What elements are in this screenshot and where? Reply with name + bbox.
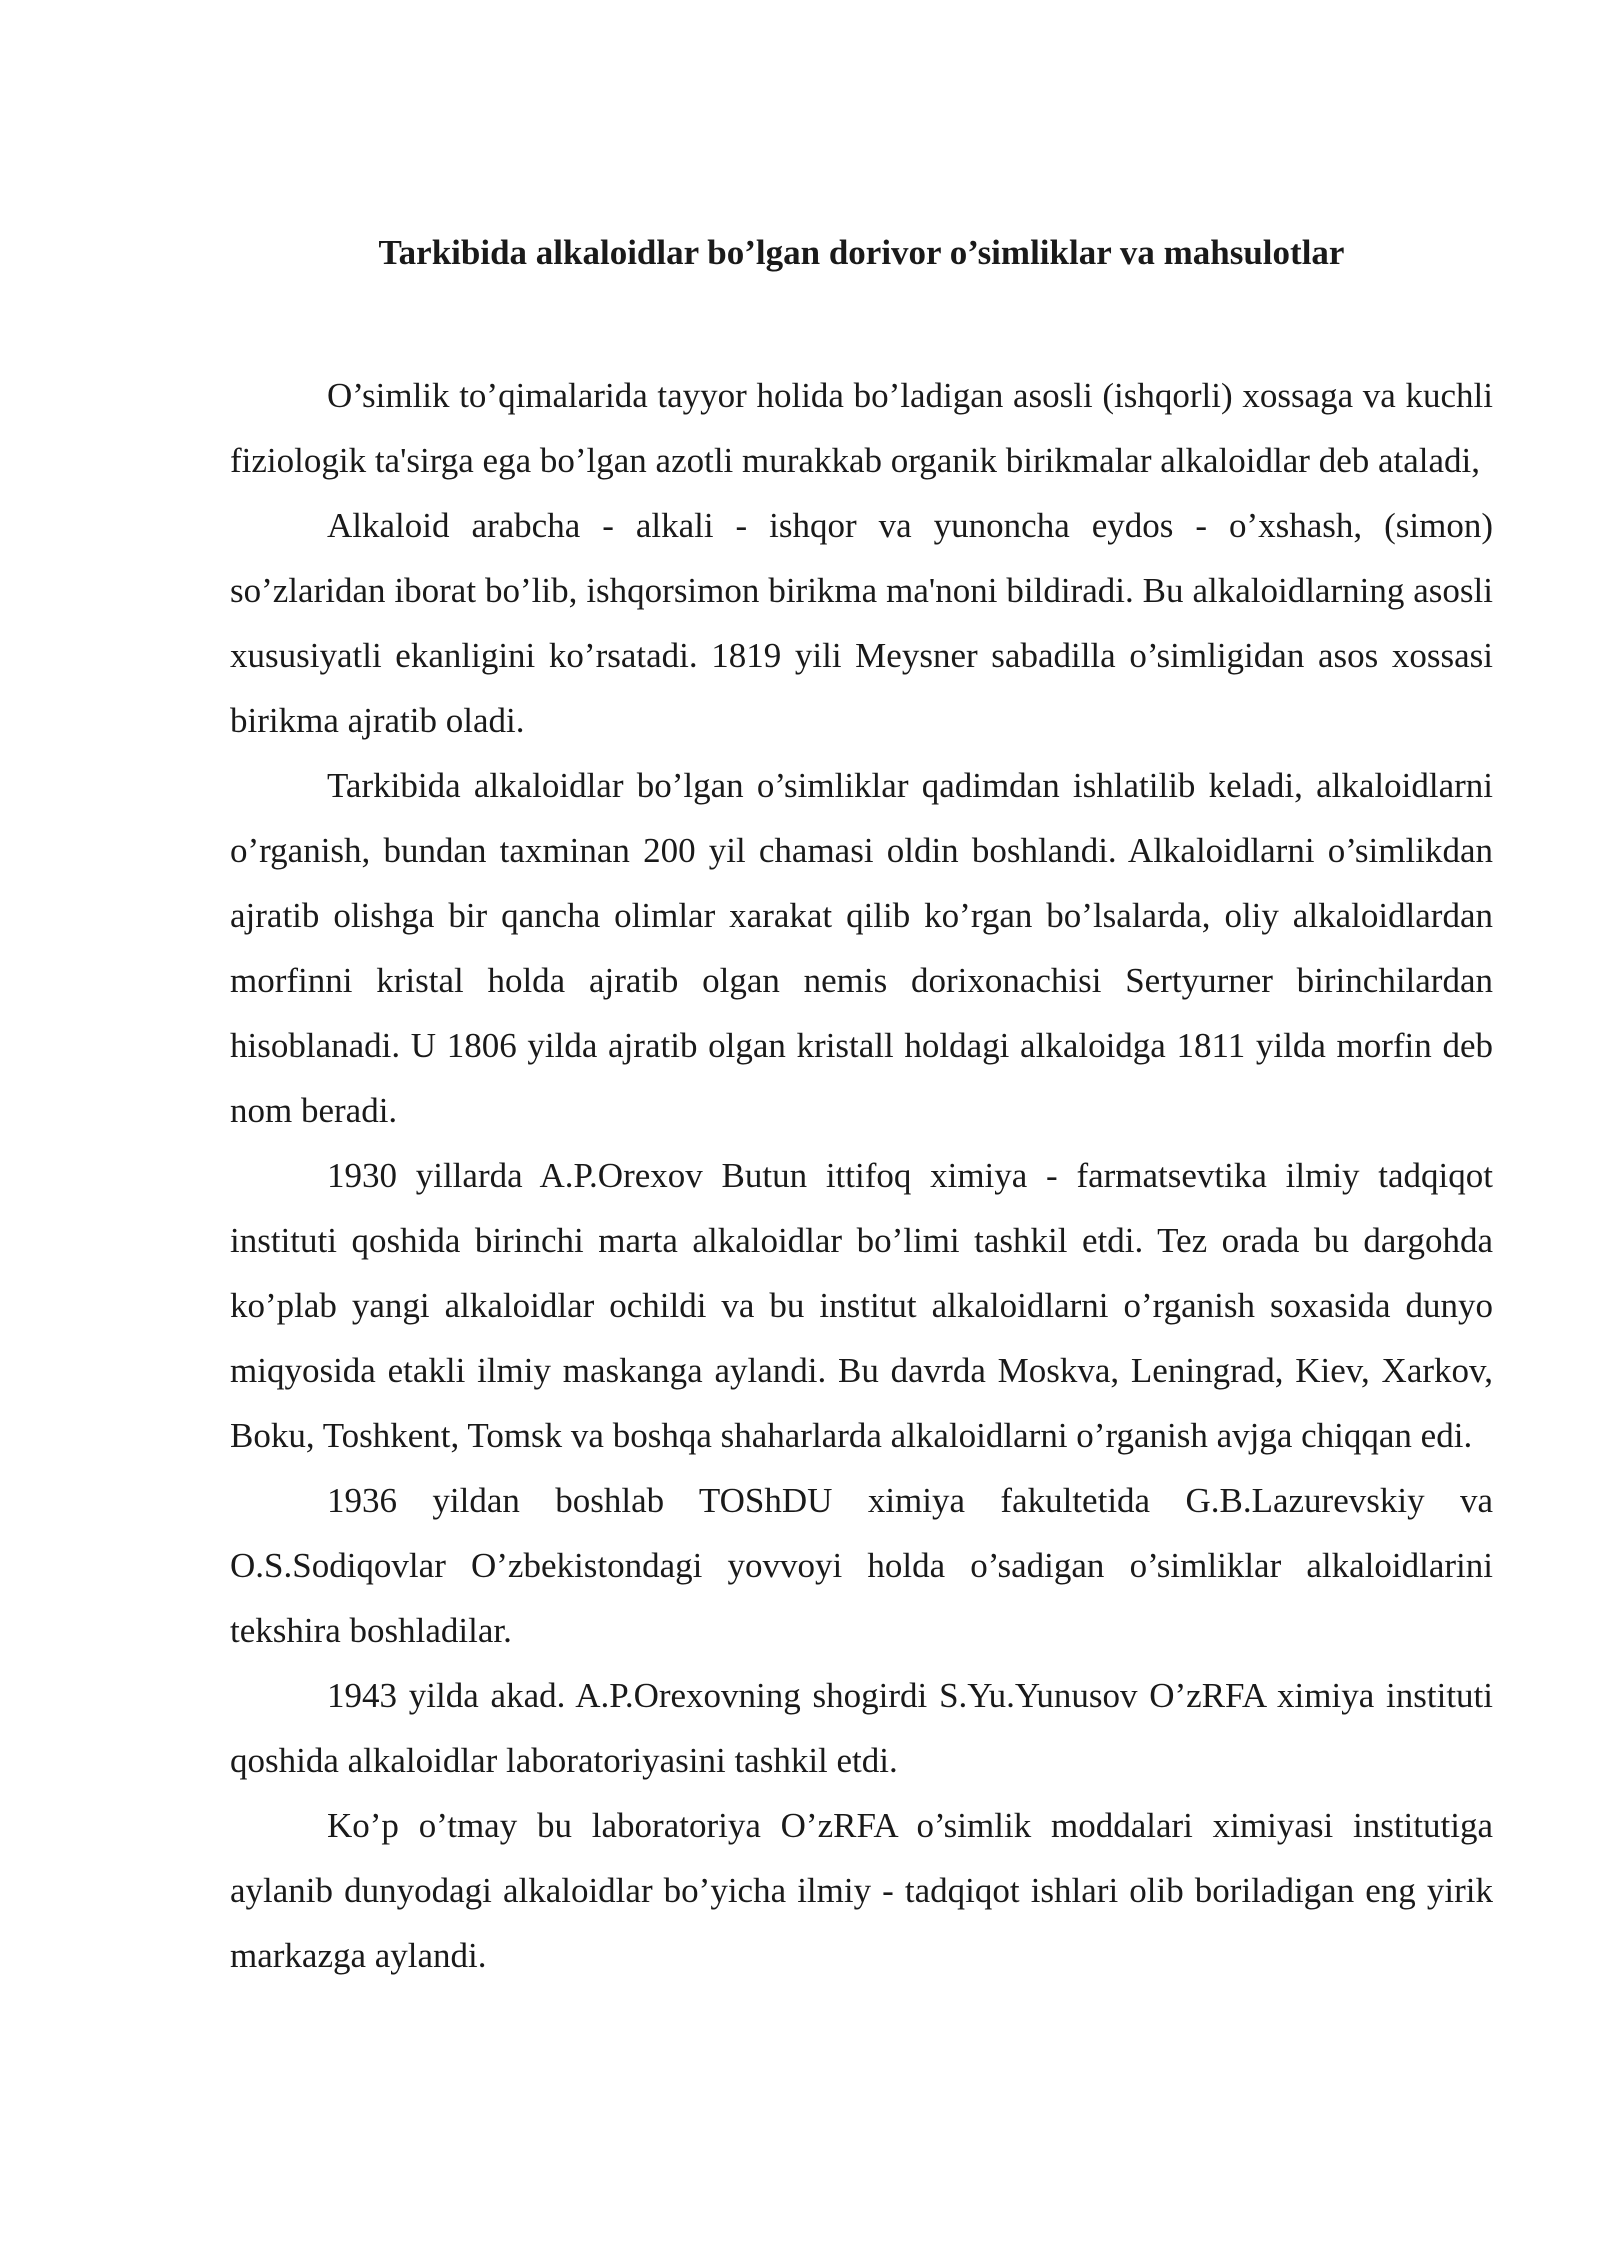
paragraph-history-morphine: Tarkibida alkaloidlar bo’lgan o’simliklar qadimdan ishlatilib keladi, alkaloidlarni o’rganish, bundan taxminan 200 yil chamasi oldin boshlandi. Alkaloidlarni o’simlikdan ajratib olishga bir qancha olimlar xarakat qilib ko’rgan bo’lsalarda, oliy alkaloidlardan morfinni kristal holda ajratib olgan nemis dorixonachisi Sertyurner birinchilardan hisoblanadi. U 1806 yilda ajratib olgan kristall holdagi alkaloidga 1811 yilda morfin deb nom beradi. <box>230 766 1493 1130</box>
paragraph-etymology: Alkaloid arabcha - alkali - ishqor va yunoncha eydos - o’xshash, (simon) so’zlaridan iborat bo’lib, ishqorsimon birikma ma'noni bildiradi. Bu alkaloidlarning asosli xususiyatli ekanligini ko’rsatadi. 1819 yili Meysner sabadilla o’simligidan asos xossasi birikma ajratib oladi. <box>230 506 1493 740</box>
paragraph-definition: O’simlik to’qimalarida tayyor holida bo’ladigan asosli (ishqorli) xossaga va kuchli fiziologik ta'sirga ega bo’lgan azotli murakkab organik birikmalar alkaloidlar deb ataladi, <box>230 376 1493 480</box>
paragraph-orexov-institute: 1930 yillarda A.P.Orexov Butun ittifoq ximiya - farmatsevtika ilmiy tadqiqot instituti qoshida birinchi marta alkaloidlar bo’limi tashkil etdi. Tez orada bu dargohda ko’plab yangi alkaloidlar ochildi va bu institut alkaloidlarni o’rganish soxasida dunyo miqyosida etakli ilmiy maskanga aylandi. Bu davrda Moskva, Leningrad, Kiev, Xarkov, Boku, Toshkent, Tomsk va boshqa shaharlarda alkaloidlarni o’rganish avjga chiqqan edi. <box>230 1156 1493 1455</box>
document-content <box>230 225 1493 1988</box>
paragraph-toshdu-research: 1936 yildan boshlab TOShDU ximiya fakultetida G.B.Lazurevskiy va O.S.Sodiqovlar O’zbekistondagi yovvoyi holda o’sadigan o’simliklar alkaloidlarini tekshira boshladilar. <box>230 1481 1493 1650</box>
document-body <box>230 363 1493 1988</box>
paragraph-institute-center: Ko’p o’tmay bu laboratoriya O’zRFA o’simlik moddalari ximiyasi institutiga aylanib dunyodagi alkaloidlar bo’yicha ilmiy - tadqiqot ishlari olib boriladigan eng yirik markazga aylandi. <box>230 1806 1493 1975</box>
paragraph-yunusov-laboratory: 1943 yilda akad. A.P.Orexovning shogirdi S.Yu.Yunusov O’zRFA ximiya instituti qoshida alkaloidlar laboratoriyasini tashkil etdi. <box>230 1676 1493 1780</box>
document-title: Tarkibida alkaloidlar bo’lgan dorivor o’simliklar va mahsulotlar <box>378 233 1345 272</box>
